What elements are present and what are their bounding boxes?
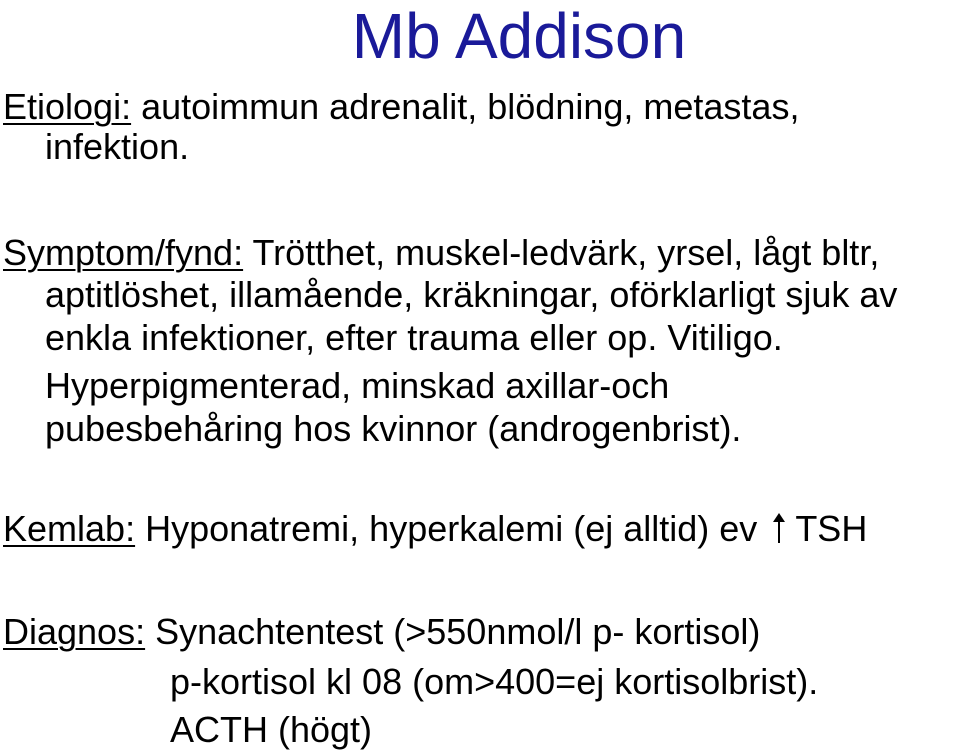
etiologi-line-2: infektion.	[45, 126, 190, 167]
diagnos-line-1	[3, 611, 760, 653]
symptom-text-1: Trötthet, muskel-ledvärk, yrsel, lågt bltr,	[243, 232, 880, 273]
kemlab-label: Kemlab:	[3, 508, 136, 549]
etiologi-text-1: autoimmun adrenalit, blödning, metastas,	[131, 86, 800, 127]
etiologi-line-1	[3, 86, 799, 128]
symptom-line-4: Hyperpigmenterad, minskad axillar-och	[45, 365, 670, 406]
symptom-line-1	[3, 232, 879, 274]
kemlab-tsh: TSH	[795, 508, 868, 549]
kemlab-text: Hyponatremi, hyperkalemi (ej alltid) ev	[135, 508, 758, 549]
etiologi-label: Etiologi:	[3, 86, 132, 127]
slide-title: Mb Addison	[351, 0, 687, 72]
diagnos-line-3: ACTH (högt)	[170, 709, 373, 750]
diagnos-line-2: p-kortisol kl 08 (om>400=ej kortisolbrist).	[170, 661, 819, 702]
symptom-label: Symptom/fynd:	[3, 232, 244, 273]
symptom-line-3: enkla infektioner, efter trauma eller op. Vitiligo.	[45, 317, 783, 358]
up-arrow-icon	[771, 513, 787, 543]
kemlab-line	[3, 508, 867, 550]
symptom-line-2: aptitlöshet, illamående, kräkningar, oförklarligt sjuk av	[45, 274, 898, 315]
diagnos-label: Diagnos:	[3, 611, 146, 652]
symptom-line-5: pubesbehåring hos kvinnor (androgenbrist).	[45, 408, 742, 449]
diagnos-text-1: Synachtentest (>550nmol/l p- kortisol)	[145, 611, 761, 652]
